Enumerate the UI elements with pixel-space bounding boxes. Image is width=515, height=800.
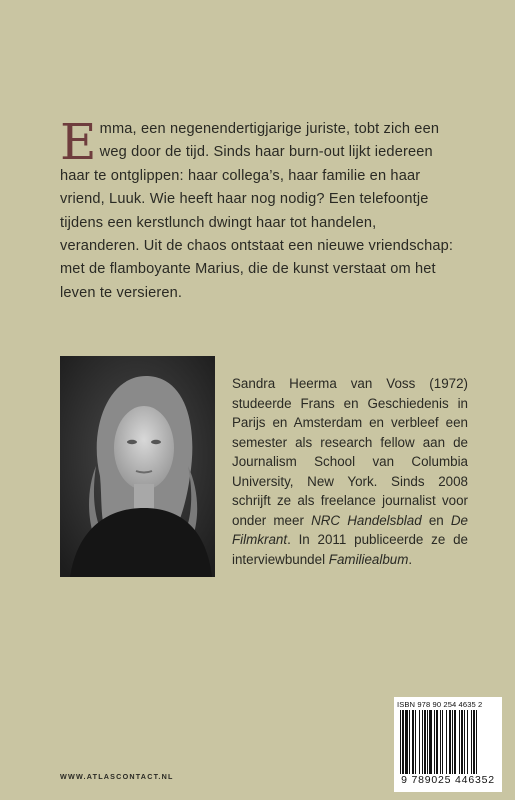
bio-text-3: . In 2011 publiceerde ze de interviewbundel (232, 532, 468, 567)
isbn-barcode (394, 697, 502, 792)
author-bio (232, 374, 468, 569)
bio-book-title: Familiealbum (328, 551, 409, 567)
bio-magazine-title: De Filmkrant (232, 512, 468, 547)
barcode-bars (400, 710, 496, 774)
bio-text-4: . (408, 551, 413, 567)
book-blurb (60, 113, 460, 305)
bio-text-1: Sandra Heerma van Voss (1972) studeerde Frans en Geschiedenis in Parijs en Amsterdam en verbleef een semester als research fellow aan de Journalism School van Columbia University, New York. Sinds 2008 schrijft ze als freelance journalist voor onder meer (232, 376, 468, 528)
publisher-website: WWW.ATLASCONTACT.NL (60, 772, 174, 781)
drop-cap-letter: E (60, 113, 97, 171)
barcode-digits: 9 789025 446352 (401, 774, 495, 786)
isbn-label: ISBN 978 90 254 4635 2 (397, 700, 483, 709)
author-portrait-image (60, 356, 215, 577)
author-photo (60, 356, 215, 577)
bio-text-2: en (421, 512, 451, 528)
blurb-text: mma, een negenendertigjarige juriste, tobt zich een weg door de tijd. Sinds haar burn-out lijkt iedereen haar te ontglippen: haar collega’s, haar familie en haar vriend, Luuk. Wie heeft haar nog nodig? Een telefoontje tijdens een kerstlunch dwingt haar tot handelen, veranderen. Uit de chaos ontstaat een nieuwe vriendschap: met de flamboyante Marius, die de kunst verstaat om het leven te versieren. (60, 121, 454, 301)
bio-newspaper-title: NRC Handelsblad (311, 512, 422, 528)
